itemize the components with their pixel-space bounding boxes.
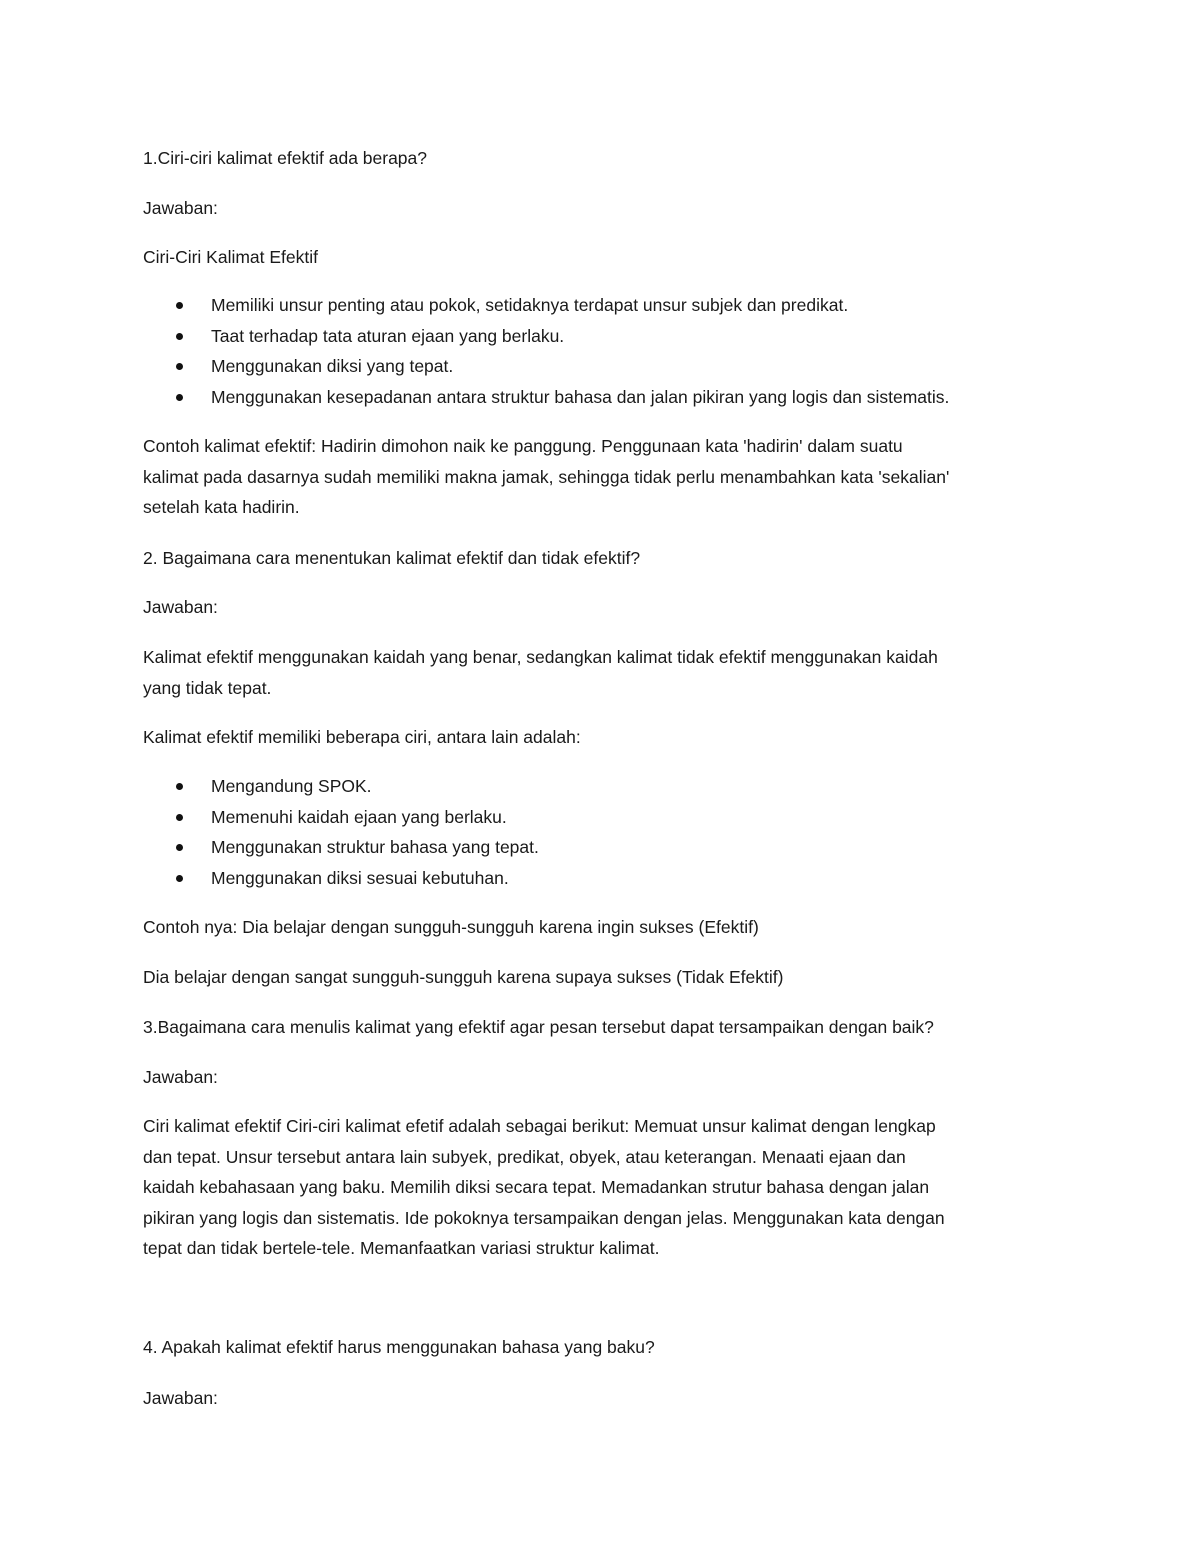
answer-paragraph-3 xyxy=(143,1111,1063,1264)
bullet-icon xyxy=(176,814,183,821)
bullet-list-2 xyxy=(143,771,1063,893)
answer-label-2: Jawaban: xyxy=(143,597,218,617)
list-item: Taat terhadap tata aturan ejaan yang berlaku. xyxy=(143,321,1063,352)
list-item: Menggunakan struktur bahasa yang tepat. xyxy=(143,832,1063,863)
intro-paragraph-2: Kalimat efektif memiliki beberapa ciri, antara lain adalah: xyxy=(143,727,581,747)
answer-label-3: Jawaban: xyxy=(143,1067,218,1087)
example-ineffective: Dia belajar dengan sangat sungguh-sungguh karena supaya sukses (Tidak Efektif) xyxy=(143,967,784,987)
paragraph-line: pikiran yang logis dan sistematis. Ide pokoknya tersampaikan dengan jelas. Menggunakan kata dengan xyxy=(143,1207,945,1228)
bullet-icon xyxy=(176,783,183,790)
question-3: 3.Bagaimana cara menulis kalimat yang efektif agar pesan tersebut dapat tersampaikan dengan baik? xyxy=(143,1017,934,1037)
question-2: 2. Bagaimana cara menentukan kalimat efektif dan tidak efektif? xyxy=(143,548,641,568)
bullet-icon xyxy=(176,394,183,401)
example-paragraph-1 xyxy=(143,431,1063,523)
paragraph-line: tepat dan tidak bertele-tele. Memanfaatkan variasi struktur kalimat. xyxy=(143,1238,660,1258)
question-1: 1.Ciri-ciri kalimat efektif ada berapa? xyxy=(143,148,428,168)
bullet-icon xyxy=(176,333,183,340)
bullet-icon xyxy=(176,875,183,882)
paragraph-line: yang tidak tepat. xyxy=(143,677,272,698)
paragraph-line: kaidah kebahasaan yang baku. Memilih diksi secara tepat. Memadankan strutur bahasa dengan jalan xyxy=(143,1177,930,1197)
paragraph-line: kalimat pada dasarnya sudah memiliki makna jamak, sehingga tidak perlu menambahkan kata 'sekalian' xyxy=(143,466,950,487)
bullet-list-1 xyxy=(143,290,1063,412)
bullet-icon xyxy=(176,844,183,851)
question-4: 4. Apakah kalimat efektif harus menggunakan bahasa yang baku? xyxy=(143,1337,655,1357)
list-item: Memiliki unsur penting atau pokok, setidaknya terdapat unsur subjek dan predikat. xyxy=(143,290,1063,321)
list-item: Menggunakan diksi yang tepat. xyxy=(143,351,1063,382)
paragraph-line: setelah kata hadirin. xyxy=(143,497,300,517)
section-heading-1: Ciri-Ciri Kalimat Efektif xyxy=(143,247,319,267)
example-effective: Contoh nya: Dia belajar dengan sungguh-sungguh karena ingin sukses (Efektif) xyxy=(143,917,759,937)
answer-label-4: Jawaban: xyxy=(143,1388,218,1408)
bullet-icon xyxy=(176,302,183,309)
list-item: Mengandung SPOK. xyxy=(143,771,1063,802)
paragraph-line: Contoh kalimat efektif: Hadirin dimohon naik ke panggung. Penggunaan kata 'hadirin' dalam suatu xyxy=(143,436,903,456)
list-item: Menggunakan kesepadanan antara struktur bahasa dan jalan pikiran yang logis dan sistematis. xyxy=(143,382,1063,413)
paragraph-line: dan tepat. Unsur tersebut antara lain subyek, predikat, obyek, atau keterangan. Menaati ejaan dan xyxy=(143,1146,906,1167)
paragraph-line: Kalimat efektif menggunakan kaidah yang benar, sedangkan kalimat tidak efektif menggunakan kaidah xyxy=(143,647,938,667)
paragraph-line: Ciri kalimat efektif Ciri-ciri kalimat efetif adalah sebagai berikut: Memuat unsur kalimat dengan lengkap xyxy=(143,1116,936,1136)
bullet-icon xyxy=(176,363,183,370)
list-item: Memenuhi kaidah ejaan yang berlaku. xyxy=(143,802,1063,833)
answer-paragraph-2 xyxy=(143,642,1063,703)
list-item: Menggunakan diksi sesuai kebutuhan. xyxy=(143,863,1063,894)
answer-label-1: Jawaban: xyxy=(143,198,218,218)
